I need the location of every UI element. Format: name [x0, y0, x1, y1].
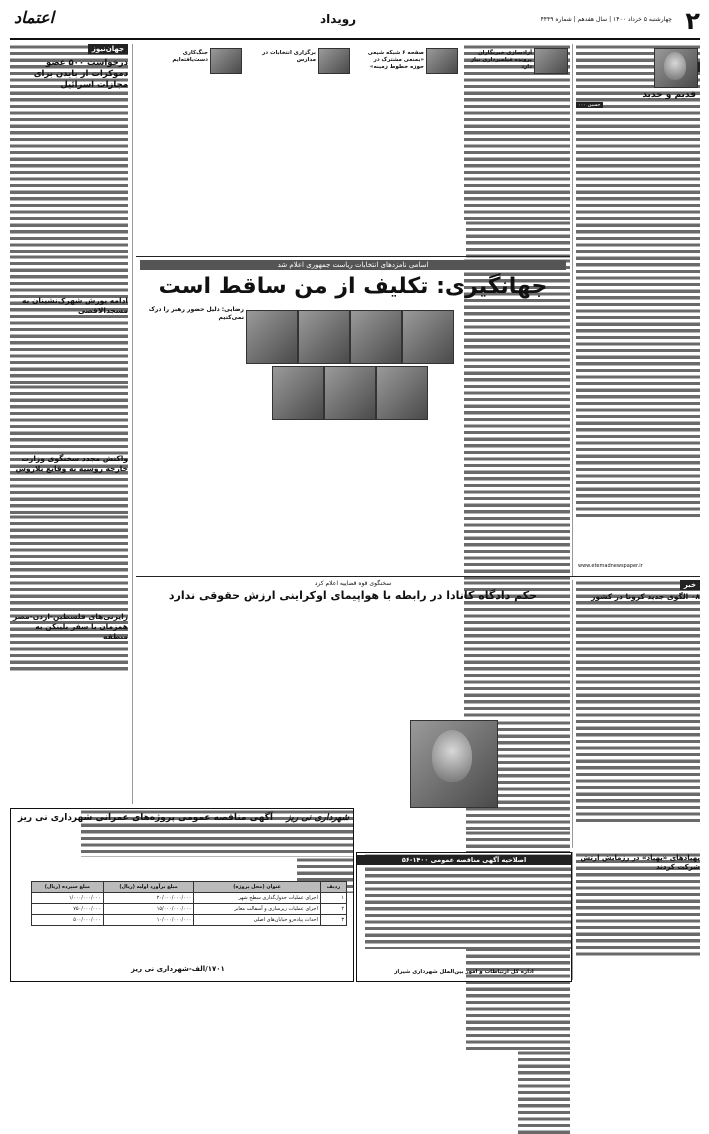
main-subhead: رضایی: دلیل حضور رهبر را درک نمی‌کنیم [148, 306, 244, 321]
correction-title: اصلاحیه آگهی مناقصه عمومی ۱۴۰۰-۵۶ [357, 855, 571, 865]
right-column-text [576, 44, 700, 520]
left-text-3 [10, 384, 128, 514]
left-text-2 [10, 254, 128, 384]
left-text-4 [10, 514, 128, 674]
rail-headline: پهپادهای «پهپاد» در رزمایش ارتش شرکت کردند [580, 854, 700, 871]
tender-ad [10, 808, 354, 982]
news-column [576, 580, 700, 848]
left-column [10, 44, 128, 804]
top-kicker-3: برگزاری انتخابات در مدارس [262, 50, 316, 63]
top-photo-4 [210, 48, 242, 74]
section-title: رویداد [320, 12, 357, 26]
top-kicker-2: صفحه ۶ شبکه شیعی «بمنعی مشترک در حوزه خطوط زمینه» [367, 50, 424, 70]
th-title: عنوان (محل پروژه) [194, 882, 321, 893]
top-photo-3 [318, 48, 350, 74]
correction-footer: اداره کل ارتباطات و امور بین‌الملل شهرداری شیراز [394, 969, 534, 975]
tender-footer: ۱۷۰۱/الف-شهرداری نی ریز [131, 965, 225, 973]
left-headline-4: رایزنی‌های فلسطین-اردن-مصر همزمان با سفر بلینکن به منطقه [12, 612, 128, 641]
candidate-photo-1 [402, 310, 454, 364]
main-headline: جهانگیری: تکلیف از من ساقط است [158, 274, 548, 299]
table-row: ۳ احداث پیاده‌رو خیابان‌های اصلی ۱۰/۰۰۰/۰۰۰/۰۰۰ ۵۰۰/۰۰۰/۰۰۰ [32, 915, 347, 926]
author-face [664, 52, 686, 80]
date-line: چهارشنبه ۵ خرداد ۱۴۰۰ | سال هفدهم | شماره ۴۴۴۹ [540, 16, 672, 23]
court-story [136, 580, 570, 806]
spokesman-face [432, 730, 472, 782]
table-row: ۱ اجرای عملیات جدول‌گذاری سطح شهر ۲۰/۰۰۰/۰۰۰/۰۰۰ ۱/۰۰۰/۰۰۰/۰۰۰ [32, 893, 347, 904]
page-number: ۲ [685, 7, 700, 35]
author-tag: حسین ۰۰۰ [578, 102, 601, 108]
tender-table [31, 881, 347, 926]
candidate-photo-6 [324, 366, 376, 420]
court-kicker: سخنگوی قوه قضاییه اعلام کرد [314, 580, 392, 587]
candidate-photo-3 [298, 310, 350, 364]
page-header [10, 8, 700, 38]
th-estimate: مبلغ برآورد اولیه (ریال) [103, 882, 194, 893]
newspaper-logo: اعتماد [14, 8, 55, 27]
top-kicker-1: آزادسازی خبرنگاران پرونده فیلمبرداری نیاز دارد [470, 50, 532, 70]
candidate-photo-7 [272, 366, 324, 420]
left-headline-1: درخواست ۵۰۰ عضو دموکرات از بایدن برای مجازات اسرائیل [33, 58, 128, 90]
top-photo-1 [534, 48, 568, 74]
candidate-photo-4 [246, 310, 298, 364]
tender-logo: شهرداری نی ریز [286, 813, 349, 823]
candidates-photo-grid [248, 310, 458, 428]
th-deposit: مبلغ سپرده (ریال) [32, 882, 104, 893]
tender-title: آگهی مناقصه عمومی پروژه‌های عمرانی شهرداری نی ریز [17, 813, 273, 823]
candidate-photo-5 [376, 366, 428, 420]
th-row: ردیف [320, 882, 346, 893]
news-section-label: خبر [680, 580, 700, 590]
candidate-photo-2 [350, 310, 402, 364]
table-row: ۲ اجرای عملیات زیرسازی و آسفالت معابر ۱۵/۰۰۰/۰۰۰/۰۰۰ ۷۵۰/۰۰۰/۰۰۰ [32, 904, 347, 915]
right-footer-link[interactable]: www.etemadnewspaper.ir [578, 563, 643, 569]
top-photo-2 [426, 48, 458, 74]
court-headline: حکم دادگاه کانادا در رابطه با هواپیمای اوکراینی ارزش حقوقی ندارد [168, 589, 538, 602]
main-story [136, 258, 570, 574]
top-kicker-4: جنگ‌کاری دست‌یافته‌ایم [172, 50, 208, 63]
correction-ad [356, 852, 572, 982]
left-headline-3: واکنش مجدد سخنگوی وزارت خارجه روسیه به وقایع بلاروس [15, 454, 128, 473]
main-kicker: اسامی نامزدهای انتخابات ریاست جمهوری اعلام شد [140, 260, 566, 270]
news-text [576, 580, 700, 822]
right-column [576, 44, 700, 576]
right-headline: قدیم و جدید [642, 90, 696, 100]
top-row [136, 44, 570, 254]
left-section-label: جهان‌نیوز [88, 44, 128, 54]
news-headline: ۰۸ الگوی جدید کرونا در کشور [591, 592, 700, 601]
rail-story [576, 852, 700, 980]
correction-text [365, 853, 571, 949]
court-text-5 [518, 1050, 570, 1134]
left-headline-2: ادامه یورش شهرک‌نشینان به مسجدالاقصی [21, 296, 128, 315]
